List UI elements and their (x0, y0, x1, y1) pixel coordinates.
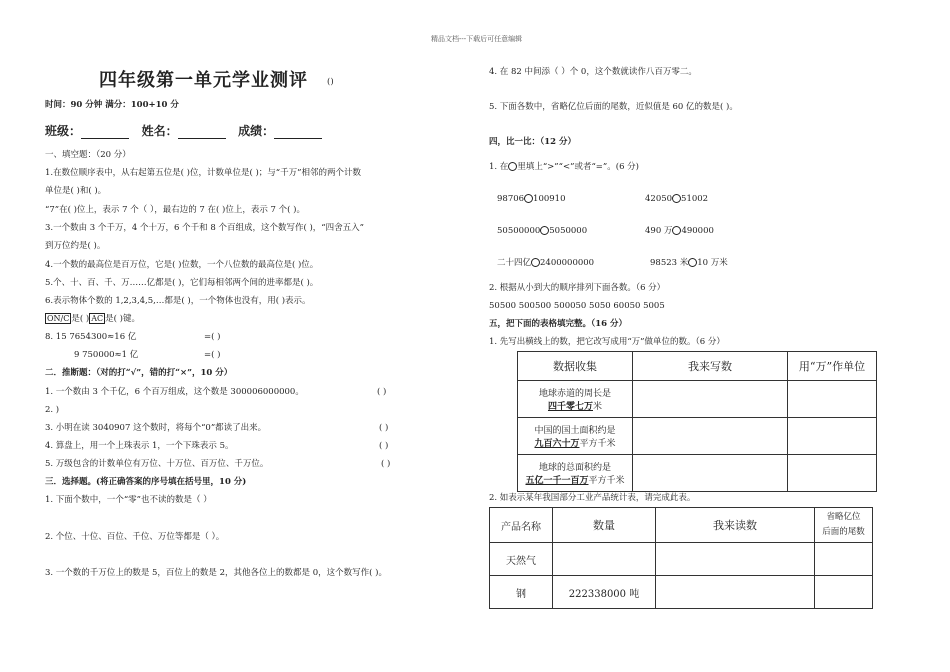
row-unit: 平方千米 (579, 439, 616, 449)
product-quantity[interactable] (553, 543, 656, 576)
section-3-heading: 三．选择题。(将正确答案的序号填在括号里，10 分) (45, 477, 247, 487)
class-label: 班级： (45, 124, 82, 138)
compare-intro-a: 1. 在 (489, 162, 509, 172)
sort-numbers: 50500 500500 500050 5050 60050 5005 (489, 301, 665, 311)
table2-intro: 2. 如表示某年我国部分工业产品统计表，请完成此表。 (489, 493, 696, 503)
product-reading[interactable] (656, 543, 815, 576)
table-row (518, 381, 877, 418)
on-c-key: ON/C (47, 314, 70, 323)
compare-intro-b: 里填上“>”“<”或者“=”。(6 分) (517, 162, 639, 172)
compare-circle[interactable] (531, 258, 540, 267)
row-desc: 地球的总面积约是 (538, 463, 611, 473)
table1-cell-write[interactable] (633, 455, 788, 492)
product-name: 钢 (490, 576, 553, 609)
title-mark: () (327, 77, 334, 87)
compare-right: 51002 (681, 194, 709, 204)
section-4-heading: 四，比一比：（12 分） (489, 137, 577, 147)
row-unit: 平方千米 (588, 476, 625, 486)
exam-meta: 时间：90 分钟 满分：100+10 分 (45, 100, 179, 110)
judge-q4: 4. 算盘上，用一个上珠表示 1，一个下珠表示 5。 (45, 441, 234, 451)
judge-q4-paren: ( ) (379, 441, 389, 451)
compare-intro (489, 161, 639, 173)
header-line: 省略亿位 (826, 512, 861, 522)
info-line (45, 122, 322, 139)
compare-left: 98523 米 (650, 258, 689, 268)
fill-q2: “7”在( )位上，表示 7 个（ ），最右边的 7 在( )位上，表示 7 个( )。 (45, 205, 305, 215)
product-approx[interactable] (815, 543, 873, 576)
compare-right: 490000 (681, 226, 714, 236)
judge-q5: 5. 万级包含的计数单位有万位、十万位、百万位、千万位。 (45, 459, 269, 469)
page-header: 精品文档---下载后可任意编辑 (431, 35, 523, 43)
judge-q3: 3. 小明在读 3040907 这个数时，将每个“0”都读了出来。 (45, 423, 267, 433)
compare-item (497, 257, 594, 269)
compare-item (645, 193, 708, 205)
compare-left: 490 万 (645, 226, 673, 236)
compare-right: 100910 (533, 194, 566, 204)
table-2 (489, 507, 873, 609)
score-field[interactable] (274, 126, 322, 139)
fill-q5: 5.个、十、百、千、万……亿都是( )，它们每相邻两个间的进率都是( )。 (45, 278, 319, 288)
table2-header (815, 508, 873, 543)
fill-q8-answer: =( ) (204, 332, 221, 342)
table1-header: 我来写数 (633, 352, 788, 381)
fill-q8-expr: 8. 15 7654300≈16 亿 (45, 332, 137, 342)
name-label: 姓名： (141, 124, 178, 138)
row-unit: 米 (593, 402, 603, 412)
section-2-heading: 二．推断题：（对的打“√”，错的打“×”，10 分） (45, 368, 233, 378)
page-title: 四年级第一单元学业测评 (99, 70, 308, 91)
table-row (518, 455, 877, 492)
judge-q3-paren: ( ) (379, 423, 389, 433)
table1-cell-data (518, 418, 633, 455)
header-line: 后面的尾数 (822, 527, 865, 537)
choice-q3: 3. 一个数的千万位上的数是 5，百位上的数是 2，其他各位上的数都是 0，这个数写作( )。 (45, 568, 387, 578)
row-number-words: 四千零七万 (547, 402, 593, 412)
compare-item (650, 257, 728, 269)
fill-q3-line1: 3.一个数由 3 个千万，4 个十万，6 个千和 8 个百组成，这个数写作( )，“四舍五入” (45, 223, 364, 233)
compare-circle[interactable] (688, 258, 697, 267)
compare-left: 98706 (497, 194, 525, 204)
row-number-words: 九百六十万 (534, 439, 580, 449)
fill-q4: 4.一个数的最高位是百万位，它是( )位数，一个八位数的最高位是( )位。 (45, 260, 319, 270)
compare-left: 50500000 (497, 226, 541, 236)
product-quantity: 222338000 吨 (553, 576, 656, 609)
judge-q5-paren: ( ) (381, 459, 391, 469)
table-row (490, 543, 873, 576)
choice-q5: 5. 下面各数中，省略亿位后面的尾数，近似值是 60 亿的数是( )。 (489, 102, 738, 112)
fill-q9-answer: =( ) (204, 350, 221, 360)
fill-q9-expr: 9 750000≈1 亿 (74, 350, 139, 360)
table1-cell-write[interactable] (633, 381, 788, 418)
judge-q1: 1. 一个数由 3 个千亿，6 个百万组成，这个数是 300006000000。 (45, 387, 304, 397)
table2-header: 产品名称 (490, 508, 553, 543)
compare-left: 二十四亿 (497, 258, 532, 268)
section-1-heading: 一、填空题：（20 分） (45, 150, 131, 160)
fill-q7 (45, 313, 140, 325)
table2-header: 我来读数 (656, 508, 815, 543)
class-field[interactable] (81, 126, 129, 139)
fill-q3-line2: 到万位约是( )。 (45, 241, 106, 251)
sort-intro: 2. 根据从小到大的顺序排列下面各数。（6 分） (489, 283, 666, 293)
fill-q7-mid: 是( ) (71, 314, 90, 324)
table1-cell-wan[interactable] (788, 418, 877, 455)
row-desc: 中国的国土面积约是 (534, 426, 616, 436)
table-row (518, 418, 877, 455)
section-5-heading: 五，把下面的表格填完整。（16 分） (489, 319, 628, 329)
compare-item (497, 225, 587, 237)
compare-item (645, 225, 714, 237)
fill-q1-line2: 单位是( )和( )。 (45, 186, 107, 196)
compare-circle[interactable] (672, 194, 681, 203)
table-row (490, 576, 873, 609)
compare-left: 42050 (645, 194, 673, 204)
product-reading[interactable] (656, 576, 815, 609)
choice-q2: 2. 个位、十位、百位、千位、万位等都是（ ）。 (45, 532, 225, 542)
compare-right: 5050000 (549, 226, 588, 236)
table1-intro: 1. 先写出横线上的数，把它改写成用“万”做单位的数。（6 分） (489, 337, 725, 347)
compare-item (497, 193, 566, 205)
compare-right: 10 万米 (697, 258, 728, 268)
table1-header: 用“万”作单位 (788, 352, 877, 381)
table1-cell-write[interactable] (633, 418, 788, 455)
table1-cell-data (518, 455, 633, 492)
ac-key: AC (91, 314, 104, 323)
judge-q1-paren: ( ) (377, 387, 387, 397)
fill-q6: 6.表示物体个数的 1,2,3,4,5,…都是( )，一个物体也没有，用( )表示。 (45, 296, 311, 306)
name-field[interactable] (178, 126, 226, 139)
table2-header: 数量 (553, 508, 656, 543)
score-label: 成绩： (238, 124, 275, 138)
table1-cell-wan[interactable] (788, 381, 877, 418)
product-name: 天然气 (490, 543, 553, 576)
table1-cell-wan[interactable] (788, 455, 877, 492)
judge-q2: 2. ) (45, 405, 60, 415)
row-desc: 地球赤道的周长是 (538, 389, 611, 399)
compare-circle[interactable] (524, 194, 533, 203)
table1-cell-data (518, 381, 633, 418)
table1-header: 数据收集 (518, 352, 633, 381)
table-1 (517, 351, 877, 492)
compare-right: 2400000000 (540, 258, 595, 268)
compare-circle[interactable] (540, 226, 549, 235)
circle-icon (508, 162, 517, 171)
fill-q7-end: 是( )键。 (105, 314, 140, 324)
choice-q4: 4. 在 82 中间添（ ）个 0，这个数就读作八百万零二。 (489, 67, 697, 77)
product-approx[interactable] (815, 576, 873, 609)
row-number-words: 五亿一千一百万 (525, 476, 589, 486)
choice-q1: 1. 下面个数中，一个“零”也不读的数是（ ） (45, 495, 212, 505)
fill-q1-line1: 1.在数位顺序表中，从右起第五位是( )位，计数单位是( )；与“千万”相邻的两个计数 (45, 168, 361, 178)
